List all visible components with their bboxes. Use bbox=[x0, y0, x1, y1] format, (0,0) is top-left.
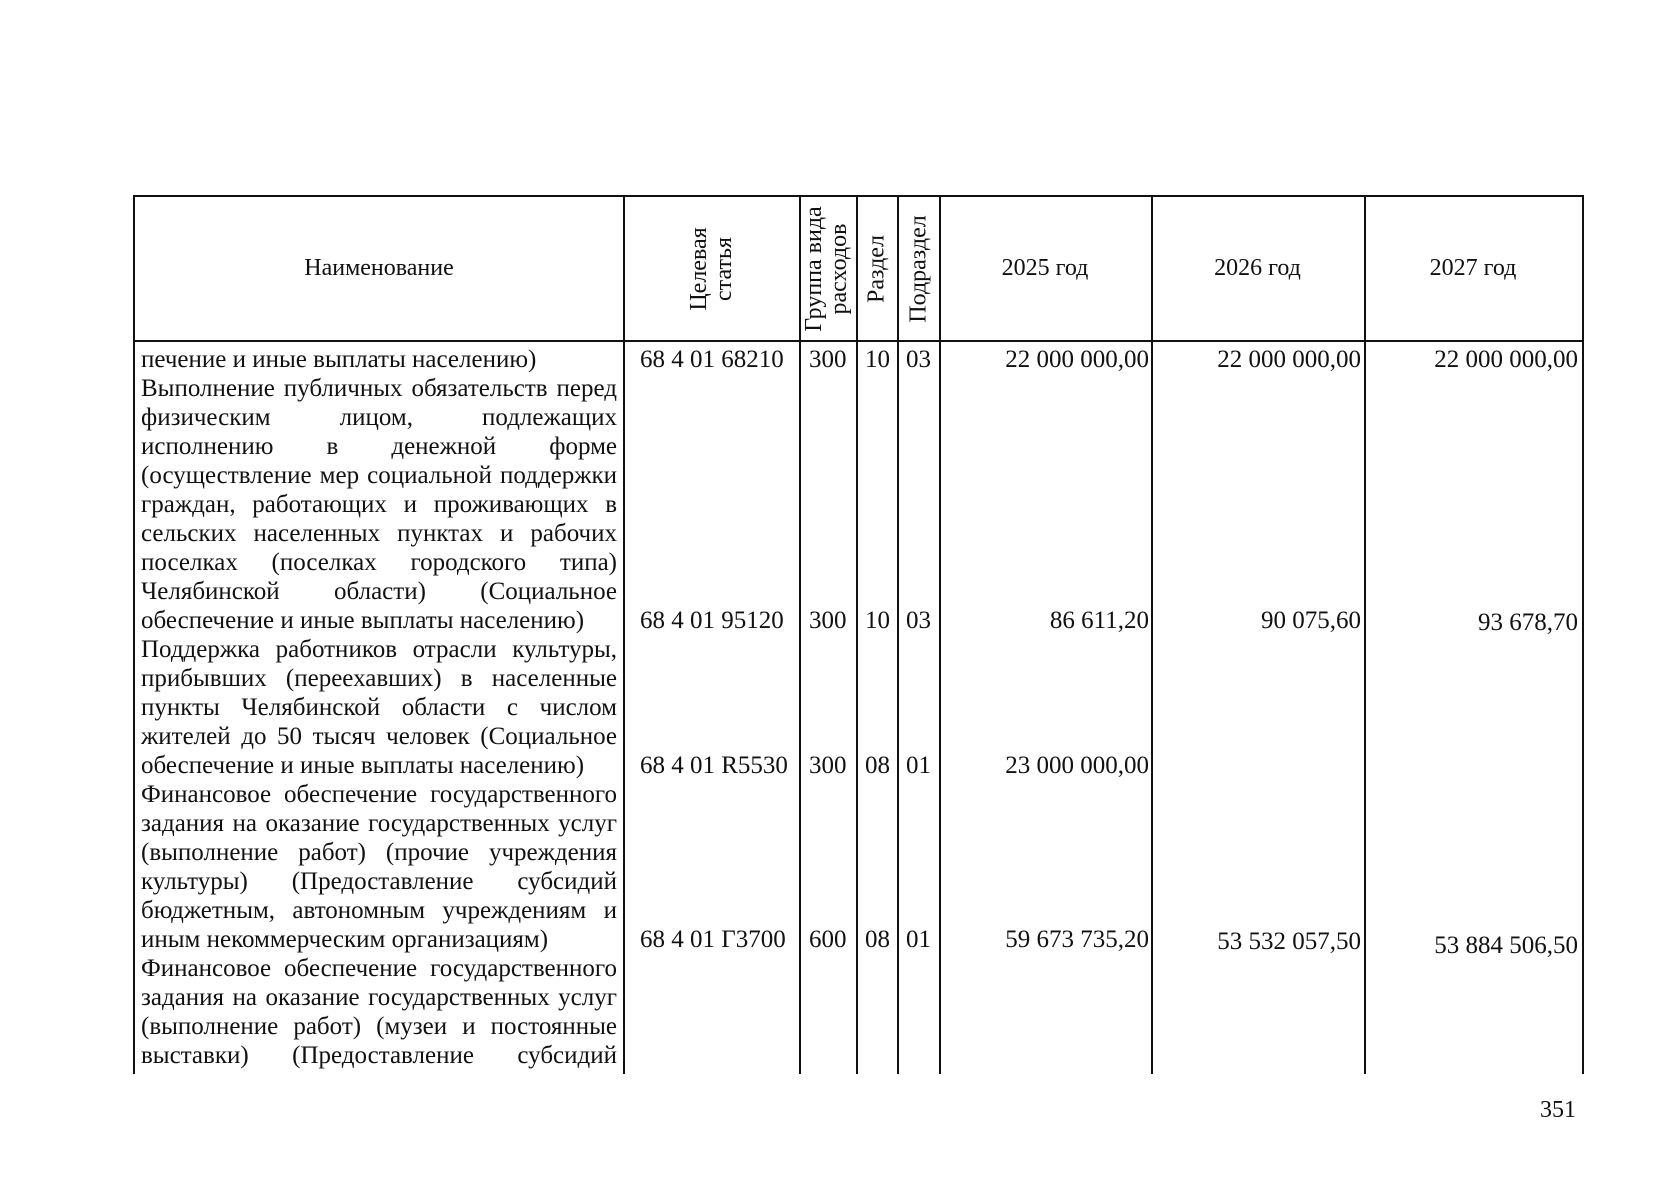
header-expense-group: Группа вида расходов bbox=[800, 206, 852, 332]
row-2025: 86 611,20 bbox=[1049, 607, 1149, 634]
row-2025: 23 000 000,00 bbox=[1005, 752, 1149, 779]
column-divider bbox=[856, 197, 858, 1074]
row-subsection: 03 bbox=[906, 346, 931, 373]
row-section: 10 bbox=[865, 346, 890, 373]
row-group: 300 bbox=[809, 607, 847, 634]
row-2027: 93 678,70 bbox=[1478, 609, 1578, 636]
row-code: 68 4 01 68210 bbox=[640, 346, 784, 373]
header-subsection: Подраздел bbox=[905, 215, 932, 323]
row-section: 10 bbox=[865, 607, 890, 634]
header-divider bbox=[135, 340, 1582, 342]
page-number: 351 bbox=[1540, 1097, 1576, 1123]
header-2027: 2027 год bbox=[1429, 255, 1517, 281]
row-2025: 22 000 000,00 bbox=[1005, 346, 1149, 373]
row-code: 68 4 01 95120 bbox=[640, 607, 784, 634]
column-divider bbox=[897, 197, 899, 1074]
row-section: 08 bbox=[865, 926, 890, 953]
row-2025: 59 673 735,20 bbox=[1005, 926, 1149, 953]
row-name: Поддержка работников отрасли культуры, прибывших (переехавших) в населенные пункты Челябинской области с числом жителей до 50 тысяч человек (Социальное обеспечение и иные выплаты населению) bbox=[141, 636, 617, 779]
row-group: 300 bbox=[809, 346, 847, 373]
row-name: Финансовое обеспечение государственного задания на оказание государственных услуг (выполнение работ) (музеи и постоянные выставки) (Предоставление субсидий bbox=[141, 955, 617, 1069]
row-subsection: 03 bbox=[906, 607, 931, 634]
row-2027: 22 000 000,00 bbox=[1434, 346, 1578, 373]
header-target-article: Целевая статья bbox=[685, 227, 737, 311]
row-code: 68 4 01 R5530 bbox=[640, 752, 788, 779]
row-2026: 53 532 057,50 bbox=[1217, 928, 1361, 955]
row-2026: 90 075,60 bbox=[1261, 607, 1361, 634]
row-group: 300 bbox=[809, 752, 847, 779]
header-2026: 2026 год bbox=[1214, 255, 1301, 281]
header-section: Раздел bbox=[863, 235, 890, 303]
row-subsection: 01 bbox=[906, 926, 931, 953]
header-name: Наименование bbox=[304, 255, 454, 281]
row-section: 08 bbox=[865, 752, 890, 779]
row-subsection: 01 bbox=[906, 752, 931, 779]
row-name: Выполнение публичных обязательств перед физическим лицом, подлежащих исполнению в денежной форме (осуществление мер социальной поддержки граждан, работающих и проживающих в сельских населенных пунктах и рабочих поселках (поселках городского типа) Челябинской области) (Социальное обеспечение и иные выплаты населению) bbox=[141, 375, 617, 634]
row-group: 600 bbox=[809, 926, 847, 953]
budget-table bbox=[133, 195, 1584, 1074]
row-name: Финансовое обеспечение государственного задания на оказание государственных услуг (выполнение работ) (прочие учреждения культуры) (Предоставление субсидий бюджетным, автономным учреждениям и иным некоммерческим организациям) bbox=[141, 781, 617, 953]
row-2026: 22 000 000,00 bbox=[1217, 346, 1361, 373]
column-divider bbox=[623, 197, 625, 1074]
row-code: 68 4 01 Г3700 bbox=[640, 926, 786, 953]
row-2027: 53 884 506,50 bbox=[1434, 932, 1578, 959]
row-name: печение и иные выплаты населению) bbox=[141, 346, 537, 373]
header-2025: 2025 год bbox=[1001, 255, 1089, 281]
